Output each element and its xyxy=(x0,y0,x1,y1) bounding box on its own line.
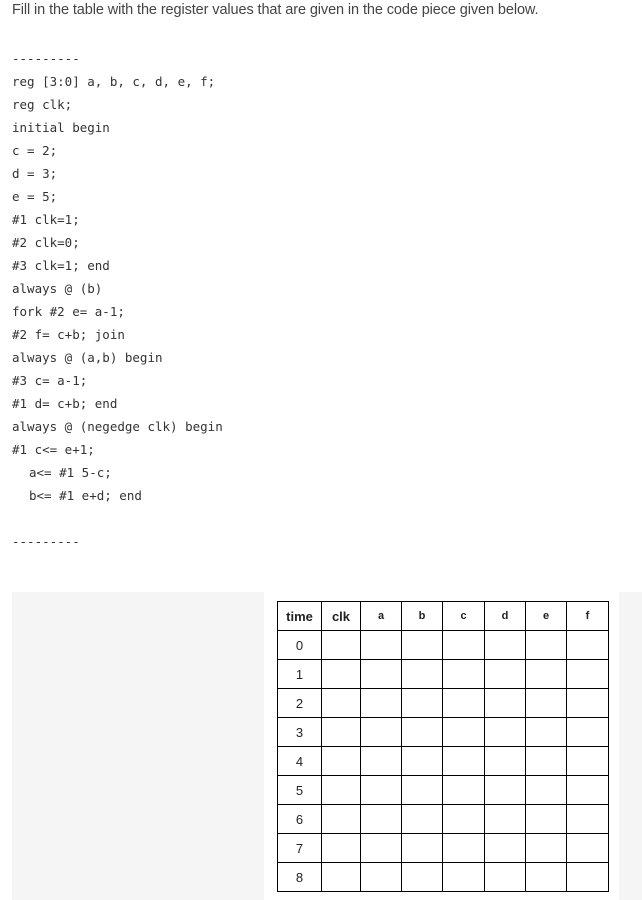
value-cell-f[interactable] xyxy=(567,776,609,805)
value-cell-a[interactable] xyxy=(361,834,402,863)
code-line: initial begin xyxy=(12,120,110,135)
register-table xyxy=(277,601,609,892)
time-cell: 3 xyxy=(278,718,322,747)
table-row xyxy=(278,747,609,776)
value-cell-b[interactable] xyxy=(402,805,443,834)
value-cell-d[interactable] xyxy=(485,834,526,863)
code-block xyxy=(12,47,223,553)
header-time: time xyxy=(278,602,322,631)
table-header-row xyxy=(278,602,609,631)
value-cell-a[interactable] xyxy=(361,863,402,892)
value-cell-c[interactable] xyxy=(443,747,485,776)
code-line: a<= #1 5-c; xyxy=(29,465,112,480)
table-row xyxy=(278,631,609,660)
code-line: e = 5; xyxy=(12,189,58,204)
time-cell: 6 xyxy=(278,805,322,834)
value-cell-c[interactable] xyxy=(443,863,485,892)
value-cell-f[interactable] xyxy=(567,805,609,834)
value-cell-f[interactable] xyxy=(567,747,609,776)
code-line: always @ (negedge clk) begin xyxy=(12,419,223,434)
header-b: b xyxy=(402,602,443,631)
value-cell-e[interactable] xyxy=(526,718,567,747)
value-cell-b[interactable] xyxy=(402,718,443,747)
value-cell-clk[interactable] xyxy=(322,747,361,776)
code-separator: --------- xyxy=(12,51,80,66)
table-row xyxy=(278,689,609,718)
table-row xyxy=(278,805,609,834)
value-cell-d[interactable] xyxy=(485,863,526,892)
value-cell-f[interactable] xyxy=(567,718,609,747)
code-line: reg [3:0] a, b, c, d, e, f; xyxy=(12,74,216,89)
value-cell-a[interactable] xyxy=(361,747,402,776)
value-cell-clk[interactable] xyxy=(322,776,361,805)
value-cell-d[interactable] xyxy=(485,776,526,805)
instruction-text: Fill in the table with the register values that are given in the code piece given below. xyxy=(12,2,539,18)
value-cell-c[interactable] xyxy=(443,660,485,689)
value-cell-c[interactable] xyxy=(443,776,485,805)
code-line: #1 d= c+b; end xyxy=(12,396,118,411)
value-cell-d[interactable] xyxy=(485,718,526,747)
value-cell-c[interactable] xyxy=(443,834,485,863)
code-line xyxy=(12,507,223,530)
value-cell-b[interactable] xyxy=(402,834,443,863)
value-cell-clk[interactable] xyxy=(322,863,361,892)
header-e: e xyxy=(526,602,567,631)
header-f: f xyxy=(567,602,609,631)
code-line: always @ (b) xyxy=(12,281,103,296)
time-cell: 4 xyxy=(278,747,322,776)
code-line: #2 clk=0; xyxy=(12,235,80,250)
value-cell-d[interactable] xyxy=(485,660,526,689)
code-line: c = 2; xyxy=(12,143,58,158)
code-line: #3 c= a-1; xyxy=(12,373,88,388)
code-line: fork #2 e= a-1; xyxy=(12,304,125,319)
value-cell-f[interactable] xyxy=(567,863,609,892)
value-cell-a[interactable] xyxy=(361,776,402,805)
value-cell-f[interactable] xyxy=(567,834,609,863)
time-cell: 2 xyxy=(278,689,322,718)
value-cell-b[interactable] xyxy=(402,776,443,805)
value-cell-a[interactable] xyxy=(361,718,402,747)
value-cell-e[interactable] xyxy=(526,805,567,834)
value-cell-f[interactable] xyxy=(567,631,609,660)
value-cell-e[interactable] xyxy=(526,689,567,718)
value-cell-c[interactable] xyxy=(443,718,485,747)
header-a: a xyxy=(361,602,402,631)
code-line: reg clk; xyxy=(12,97,73,112)
time-cell: 1 xyxy=(278,660,322,689)
value-cell-d[interactable] xyxy=(485,747,526,776)
value-cell-clk[interactable] xyxy=(322,834,361,863)
value-cell-c[interactable] xyxy=(443,631,485,660)
header-clk: clk xyxy=(322,602,361,631)
value-cell-e[interactable] xyxy=(526,660,567,689)
value-cell-a[interactable] xyxy=(361,660,402,689)
value-cell-f[interactable] xyxy=(567,689,609,718)
value-cell-d[interactable] xyxy=(485,805,526,834)
value-cell-clk[interactable] xyxy=(322,631,361,660)
code-line: always @ (a,b) begin xyxy=(12,350,163,365)
code-line: b<= #1 e+d; end xyxy=(29,488,142,503)
header-c: c xyxy=(443,602,485,631)
code-separator: --------- xyxy=(12,534,80,549)
header-d: d xyxy=(485,602,526,631)
value-cell-e[interactable] xyxy=(526,631,567,660)
table-row xyxy=(278,863,609,892)
time-cell: 8 xyxy=(278,863,322,892)
value-cell-clk[interactable] xyxy=(322,689,361,718)
value-cell-b[interactable] xyxy=(402,747,443,776)
value-cell-b[interactable] xyxy=(402,689,443,718)
value-cell-b[interactable] xyxy=(402,660,443,689)
value-cell-e[interactable] xyxy=(526,834,567,863)
table-row xyxy=(278,776,609,805)
value-cell-clk[interactable] xyxy=(322,660,361,689)
value-cell-f[interactable] xyxy=(567,660,609,689)
left-panel xyxy=(12,592,264,900)
value-cell-a[interactable] xyxy=(361,805,402,834)
code-line: #3 clk=1; end xyxy=(12,258,110,273)
value-cell-a[interactable] xyxy=(361,689,402,718)
value-cell-c[interactable] xyxy=(443,805,485,834)
value-cell-c[interactable] xyxy=(443,689,485,718)
time-cell: 0 xyxy=(278,631,322,660)
table-row xyxy=(278,834,609,863)
code-line: #2 f= c+b; join xyxy=(12,327,125,342)
code-line: d = 3; xyxy=(12,166,58,181)
value-cell-a[interactable] xyxy=(361,631,402,660)
value-cell-clk[interactable] xyxy=(322,718,361,747)
time-cell: 5 xyxy=(278,776,322,805)
right-panel xyxy=(619,592,642,900)
time-cell: 7 xyxy=(278,834,322,863)
value-cell-e[interactable] xyxy=(526,747,567,776)
code-line: #1 clk=1; xyxy=(12,212,80,227)
value-cell-d[interactable] xyxy=(485,689,526,718)
value-cell-b[interactable] xyxy=(402,863,443,892)
table-row xyxy=(278,660,609,689)
value-cell-d[interactable] xyxy=(485,631,526,660)
table-row xyxy=(278,718,609,747)
value-cell-e[interactable] xyxy=(526,863,567,892)
code-line: #1 c<= e+1; xyxy=(12,442,95,457)
value-cell-e[interactable] xyxy=(526,776,567,805)
value-cell-clk[interactable] xyxy=(322,805,361,834)
value-cell-b[interactable] xyxy=(402,631,443,660)
